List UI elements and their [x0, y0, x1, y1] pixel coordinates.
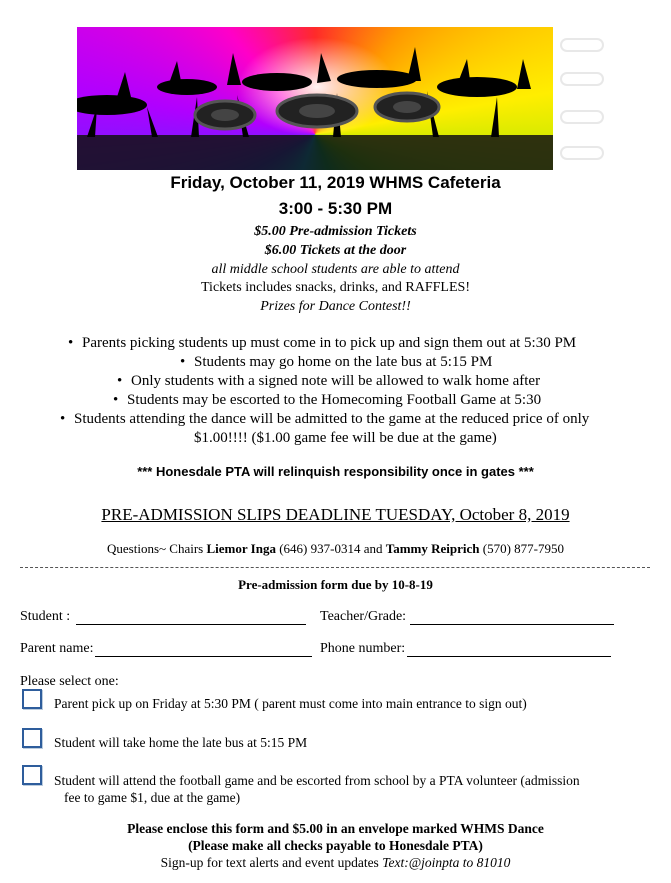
bullet-item: • Only students with a signed note will be allowed to walk home after: [117, 373, 541, 389]
football-game-option: Student will attend the football game and be escorted from school by a PTA volunteer (admission: [54, 773, 580, 788]
event-time: 3:00 - 5:30 PM: [278, 199, 393, 218]
dance-banner-image: [77, 27, 553, 170]
bullet-continuation: $1.00!!!! ($1.00 game fee will be due at the game): [194, 430, 497, 446]
enclose-instructions: Please enclose this form and $5.00 in an envelope marked WHMS Dance: [127, 821, 544, 836]
preadmission-price: $5.00 Pre-admission Tickets: [254, 224, 417, 239]
parent-pickup-option: Parent pick up on Friday at 5:30 PM ( parent must come into main entrance to sign out): [54, 696, 527, 711]
phone-number-label: Phone number:: [320, 641, 406, 656]
faint-graphic: [560, 110, 604, 124]
bullet-item: • Parents picking students up must come in to pick up and sign them out at 5:30 PM: [68, 335, 577, 351]
chair-name: Tammy Reiprich: [385, 541, 480, 556]
tickets-includes: Tickets includes snacks, drinks, and RAFFLES!: [201, 280, 470, 295]
eligibility-note: all middle school students are able to attend: [211, 262, 460, 277]
late-bus-checkbox[interactable]: [22, 728, 42, 748]
parent-name-label: Parent name:: [20, 641, 94, 656]
text-alerts-signup: Sign-up for text alerts and event updates Text:@joinpta to 81010: [160, 855, 511, 870]
text-code: Text:@joinpta to 81010: [382, 855, 511, 870]
football-game-option-continued: fee to game $1, due at the game): [64, 790, 241, 805]
cut-line: [20, 567, 650, 568]
parent-pickup-checkbox[interactable]: [22, 689, 42, 709]
questions-contacts: Questions~ Chairs Liemor Inga (646) 937-0314 and Tammy Reiprich (570) 877-7950: [107, 541, 564, 556]
bullet-item: • Students attending the dance will be admitted to the game at the reduced price of only: [60, 411, 590, 427]
select-one-label: Please select one:: [20, 674, 119, 689]
late-bus-option: Student will take home the late bus at 5:15 PM: [54, 735, 308, 750]
parent-name-field[interactable]: [95, 656, 312, 657]
faint-graphic: [560, 146, 604, 160]
phone-number-field[interactable]: [407, 656, 611, 657]
student-field[interactable]: [76, 624, 306, 625]
bullet-item: • Students may be escorted to the Homecoming Football Game at 5:30: [113, 392, 542, 408]
faint-graphic: [560, 72, 604, 86]
door-price: $6.00 Tickets at the door: [264, 243, 407, 258]
chair-name: Liemor Inga: [206, 541, 276, 556]
teacher-grade-field[interactable]: [410, 624, 614, 625]
responsibility-notice: *** Honesdale PTA will relinquish responsibility once in gates ***: [137, 464, 534, 479]
dance-contest-prizes: Prizes for Dance Contest!!: [260, 299, 411, 314]
faint-graphic: [560, 38, 604, 52]
checks-payable-note: (Please make all checks payable to Honesdale PTA): [188, 838, 483, 853]
dancers-silhouette-graphic: [77, 27, 553, 170]
student-label: Student :: [20, 609, 71, 624]
teacher-grade-label: Teacher/Grade:: [320, 609, 407, 624]
form-title: Pre-admission form due by 10-8-19: [238, 577, 433, 592]
deadline-heading: PRE-ADMISSION SLIPS DEADLINE TUESDAY, October 8, 2019: [101, 505, 570, 524]
bullet-item: • Students may go home on the late bus at 5:15 PM: [180, 354, 493, 370]
event-date-location: Friday, October 11, 2019 WHMS Cafeteria: [170, 173, 501, 192]
football-game-checkbox[interactable]: [22, 765, 42, 785]
